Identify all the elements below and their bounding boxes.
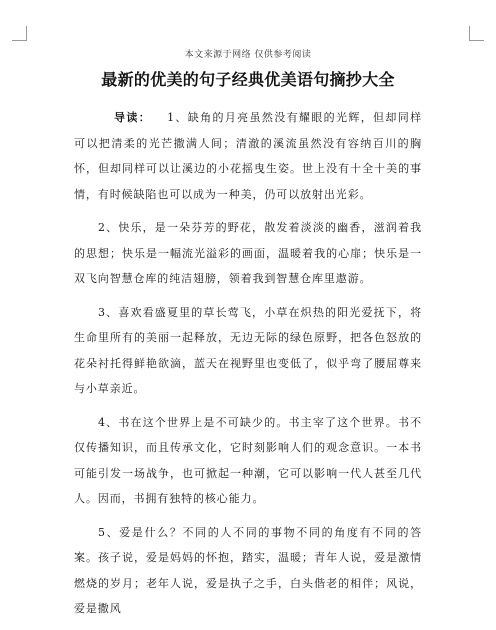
- paragraph-4: 4、书在这个世界上是不可缺少的。书主宰了这个世界。书不仅传播知识，而且传承文化，它时刻影响人们的观念意识。一本书可能引发一场战争，也可掀起一种潮，它可以影响一代人甚至几代人。因而，书拥有独特的核心能力。: [74, 415, 422, 505]
- crop-mark-top-left: [12, 26, 27, 41]
- paragraph-1: [74, 105, 422, 207]
- lead-label: 导读：: [114, 111, 152, 124]
- paragraph-text: 1、缺角的月亮虽然没有耀眼的光辉，但却同样可以把清柔的光芒撒满人间；清澈的溪流虽然没有容纳百川的胸怀，但却同样可以让溪边的小花摇曳生姿。世上没有十全十美的事情，有时候缺陷也可以成为一种美，仍可以放射出光彩。: [74, 111, 422, 201]
- page-title: 最新的优美的句子经典优美语句摘抄大全: [101, 70, 395, 89]
- paragraph-5: 5、爱是什么？不同的人不同的事物不同的角度有不同的答案。孩子说，爱是妈妈的怀抱，踏实，温暖；青年人说，爱是激情燃烧的岁月；老年人说，爱是执子之手，白头偕老的相伴；风说，爱是撒风: [74, 525, 422, 615]
- source-note: 本文来源于网络 仅供参考阅读: [184, 50, 312, 60]
- paragraph-2: 2、快乐，是一朵芬芳的野花，散发着淡淡的幽香，滋润着我的思想；快乐是一幅流光溢彩的画面，温暖着我的心扉；快乐是一双飞向智慧仓库的纯洁翅膀，领着我到智慧仓库里遨游。: [74, 221, 422, 285]
- crop-mark-top-right: [469, 26, 484, 41]
- paragraph-3: 3、喜欢看盛夏里的草长莺飞，小草在炽热的阳光爱抚下，将生命里所有的美丽一起释放，无边无际的绿色原野，把各色怒放的花朵衬托得鲜艳欲滴，蓝天在视野里也变低了，似乎弯了腰屈尊来与小草亲近。: [74, 305, 422, 395]
- article-body: [74, 105, 422, 630]
